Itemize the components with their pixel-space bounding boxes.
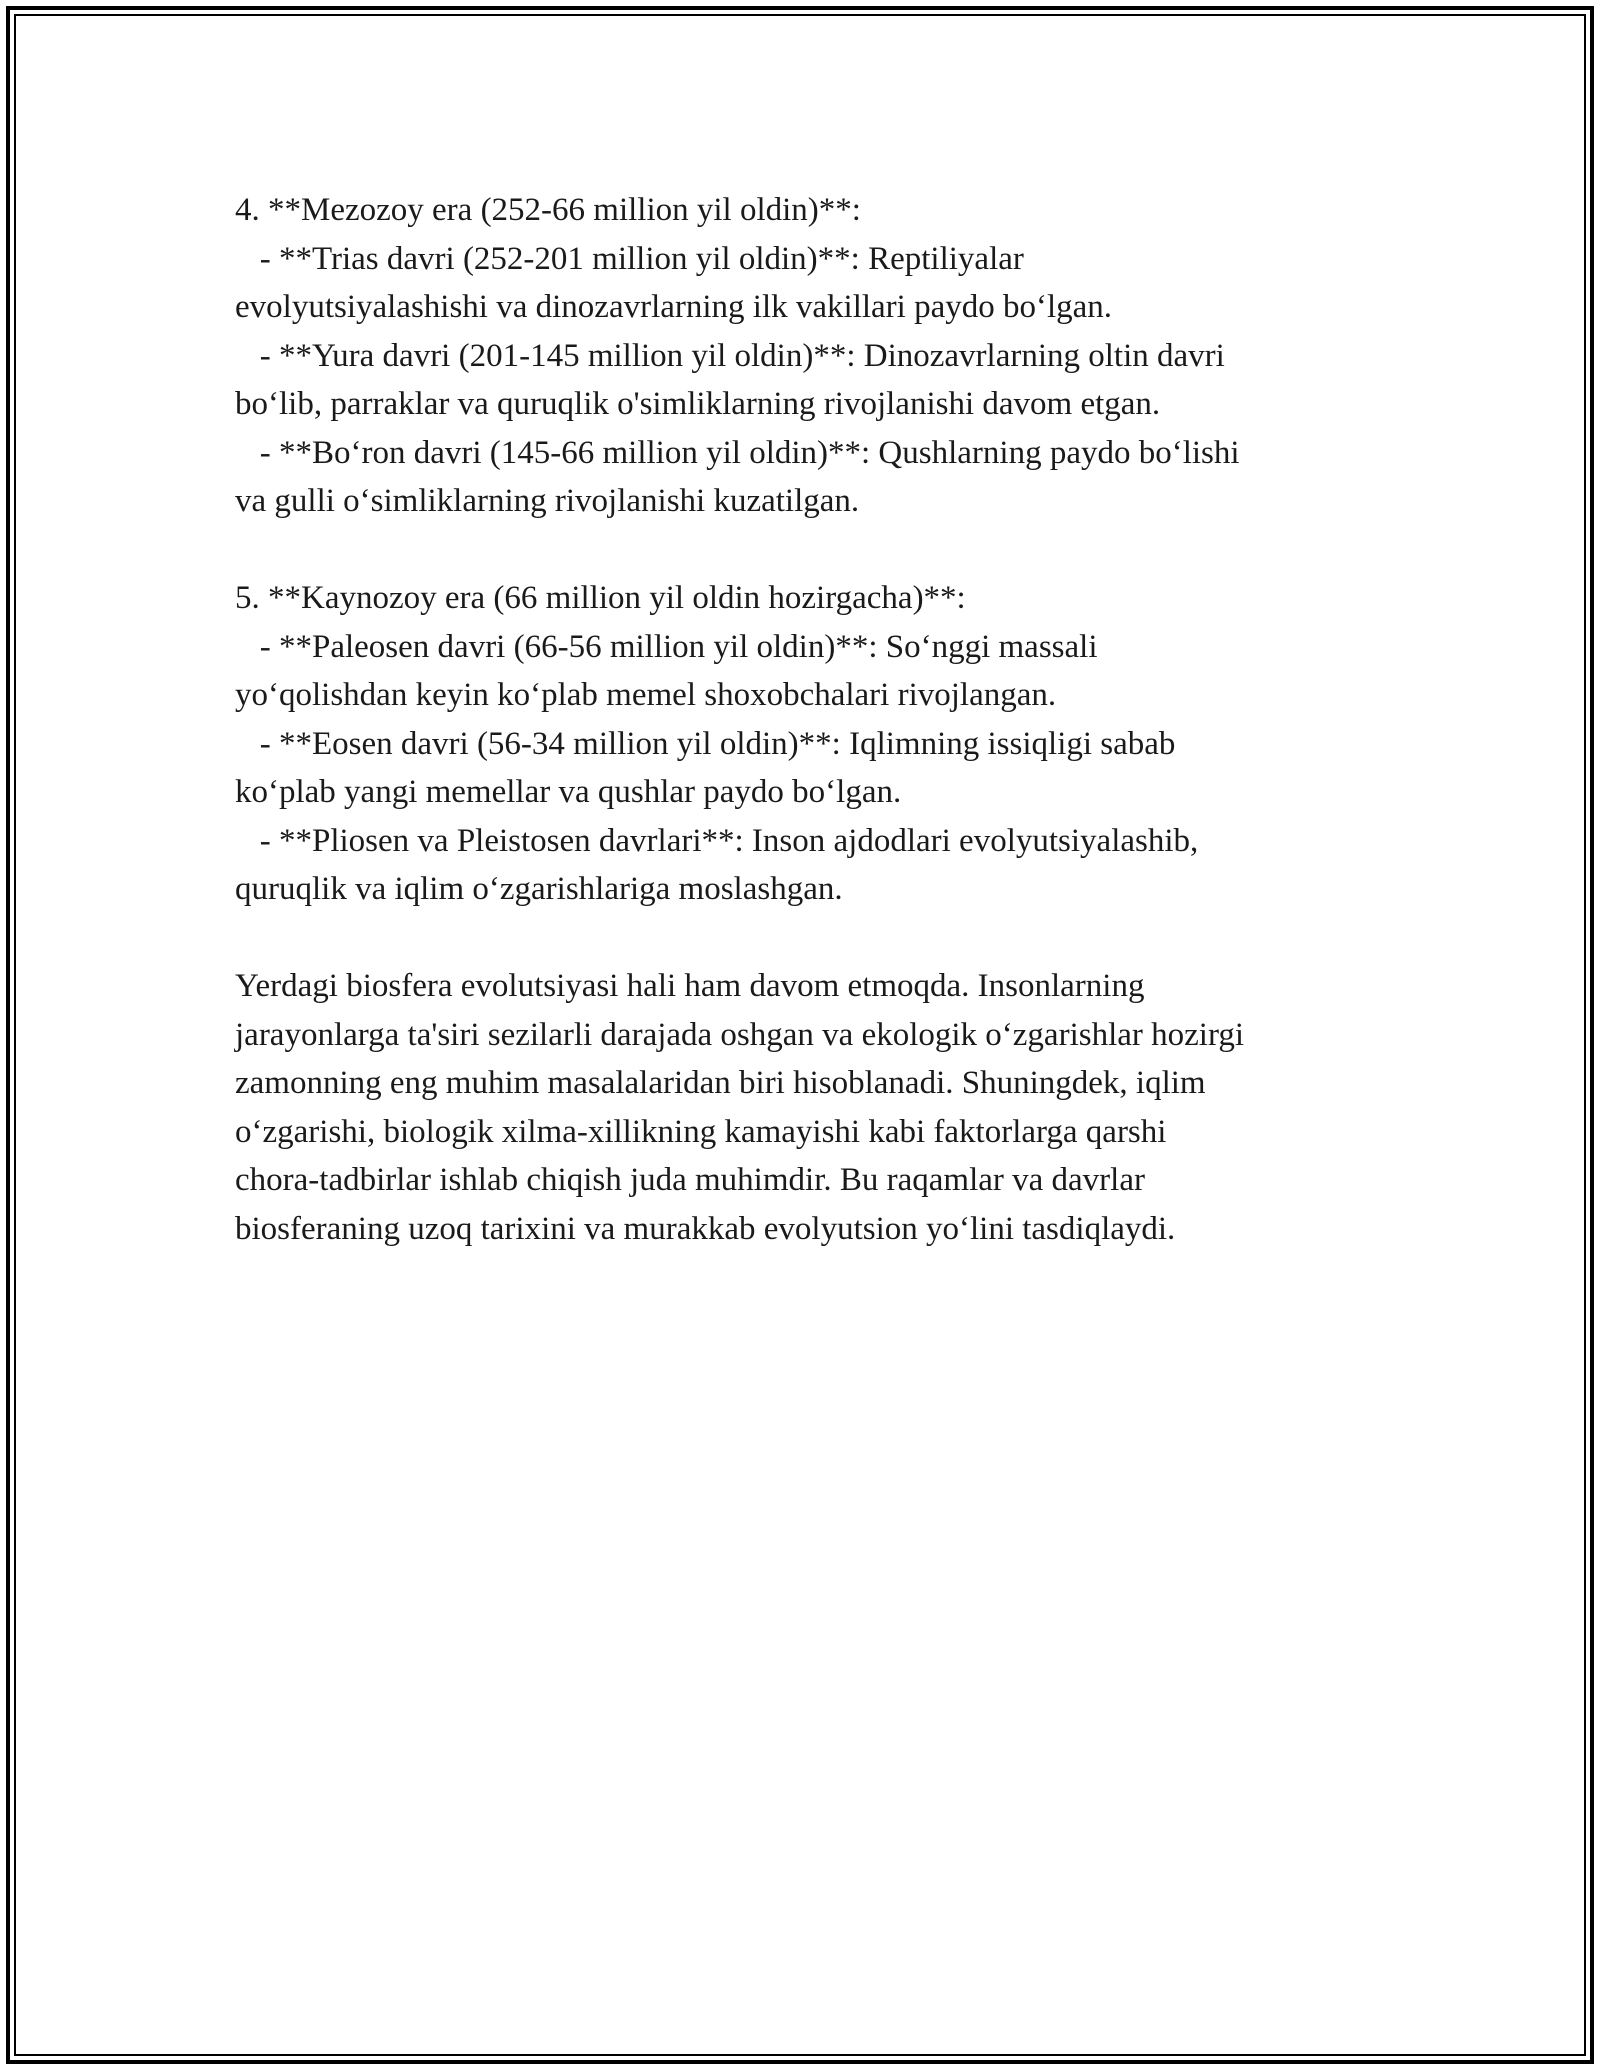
list-item: - **Trias davri (252-201 million yil oldin)**: Reptiliyalar (235, 240, 1024, 277)
paragraph-gap (235, 526, 1375, 575)
list-item: - **Pliosen va Pleistosen davrlari**: Inson ajdodlari evolyutsiyalashib, (235, 822, 1199, 859)
list-item-continuation: quruqlik va iqlim o‘zgarishlariga moslashgan. (235, 871, 843, 907)
list-item: - **Yura davri (201-145 million yil oldin)**: Dinozavrlarning oltin davri (235, 337, 1225, 374)
list-item-continuation: ko‘plab yangi memellar va qushlar paydo bo‘lgan. (235, 774, 902, 810)
list-item-continuation: bo‘lib, parraklar va quruqlik o'simliklarning rivojlanishi davom etgan. (235, 386, 1161, 422)
list-item-continuation: va gulli o‘simliklarning rivojlanishi kuzatilgan. (235, 483, 860, 519)
list-item-continuation: evolyutsiyalashishi va dinozavrlarning ilk vakillari paydo bo‘lgan. (235, 289, 1113, 325)
section-mesozoic (235, 186, 1375, 526)
list-item-continuation: yo‘qolishdan keyin ko‘plab memel shoxobchalari rivojlangan. (235, 677, 1057, 713)
paragraph-gap (235, 914, 1375, 963)
paragraph-line: Yerdagi biosfera evolutsiyasi hali ham davom etmoqda. Insonlarning (235, 968, 1145, 1004)
paragraph-line: zamonning eng muhim masalalaridan biri hisoblanadi. Shuningdek, iqlim (235, 1065, 1206, 1101)
conclusion-paragraph (235, 962, 1375, 1253)
section-heading: 4. **Mezozoy era (252-66 million yil oldin)**: (235, 192, 861, 228)
paragraph-line: o‘zgarishi, biologik xilma-xillikning kamayishi kabi faktorlarga qarshi (235, 1113, 1167, 1150)
paragraph-line: chora-tadbirlar ishlab chiqish juda muhimdir. Bu raqamlar va davrlar (235, 1162, 1145, 1198)
paragraph-line: biosferaning uzoq tarixini va murakkab evolyutsion yo‘lini tasdiqlaydi. (235, 1210, 1176, 1247)
section-cenozoic (235, 574, 1375, 914)
paragraph-line: jarayonlarga ta'siri sezilarli darajada oshgan va ekologik o‘zgarishlar hozirgi (235, 1016, 1245, 1053)
document-body (235, 186, 1375, 1253)
section-heading: 5. **Kaynozoy era (66 million yil oldin hozirgacha)**: (235, 580, 966, 616)
list-item: - **Bo‘ron davri (145-66 million yil oldin)**: Qushlarning paydo bo‘lishi (235, 434, 1240, 471)
list-item: - **Paleosen davri (66-56 million yil oldin)**: So‘nggi massali (235, 628, 1098, 665)
list-item: - **Eosen davri (56-34 million yil oldin)**: Iqlimning issiqligi sabab (235, 725, 1176, 762)
